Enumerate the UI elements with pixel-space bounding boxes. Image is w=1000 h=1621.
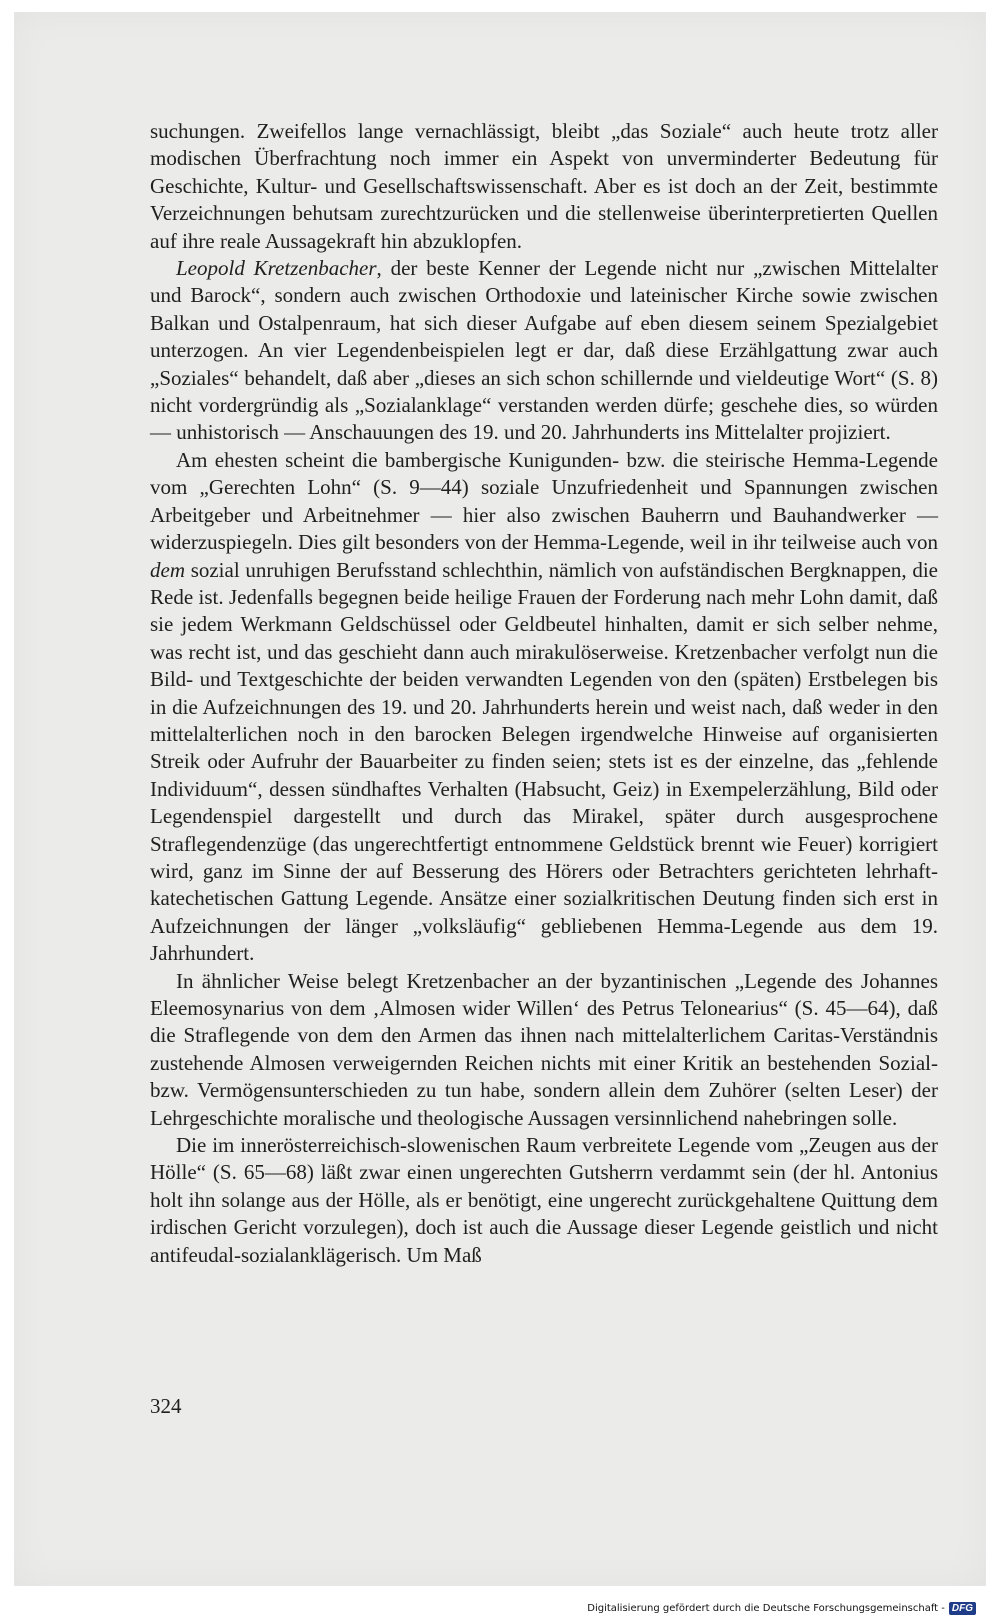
text-run: sozial unruhigen Berufsstand schlechthin, nämlich von aufständischen Bergknappen, die Rede ist. Jedenfalls begegnen beide heilige Frauen der Forderung nach mehr Lohn damit, daß sie jedem Werkmann Geldschüssel oder Geldbeutel hinhalten, damit er sich selber nehme, was recht ist, und das geschieht dann auch mirakulöserweise. Kretzenbacher verfolgt nun die Bild- und Textgeschichte der beiden verwandten Legenden von den (späten) Erstbelegen bis in die Aufzeichnungen des 19. und 20. Jahrhunderts herein und weist nach, daß weder in den mittelalterlichen noch in den barocken Belegen irgendwelche Hinweise auf organisierten Streik oder Aufruhr der Bauarbeiter zu finden seien; stets ist es der einzelne, das „fehlende Individuum“, dessen sündhaftes Verhalten (Habsucht, Geiz) in Exempelerzählung, Bild oder Legendenspiel dargestellt und durch das Mirakel, später durch ausgesprochene Straflegendenzüge (das ungerechtfertigt entnommene Geldstück brennt wie Feuer) korrigiert wird, ganz im Sinne der auf Besserung des Hörers oder Betrachters gerichteten lehrhaft-katechetischen Gattung Legende. Ansätze einer sozialkritischen Deutung finden sich erst in Aufzeichnungen der länger „volksläufig“ gebliebenen Hemma-Legende aus dem 19. Jahrhundert. xyxy=(150,557,938,966)
digitization-footer xyxy=(587,1602,976,1615)
paragraph xyxy=(150,968,938,1132)
text-run: Die im innerösterreichisch-slowenischen Raum verbreitete Legende vom „Zeugen aus der Hölle“ (S. 65—68) läßt zwar einen ungerechten Gutsherrn verdammt sein (der hl. Antonius holt ihn solange aus der Hölle, als er benötigt, eine ungerecht zurückgehaltene Quittung dem irdischen Gericht vorzulegen), doch ist auch die Aussage dieser Legende geistlich und nicht antifeudal-sozialanklägerisch. Um Maß xyxy=(150,1133,938,1267)
body-text xyxy=(150,118,938,1269)
italic-text: Leopold Kretzenbacher xyxy=(176,256,377,281)
footer-credit: Digitalisierung gefördert durch die Deutsche Forschungsgemeinschaft - xyxy=(587,1603,945,1614)
text-run: Am ehesten scheint die bambergische Kunigunden- bzw. die steirische Hemma-Legende vom „Gerechten Lohn“ (S. 9—44) soziale Unzufriedenheit und Spannungen zwischen Arbeitgeber und Arbeitnehmer — hier also zwischen Bauherrn und Bauhandwerker — widerzuspiegeln. Dies gilt besonders von der Hemma-Legende, weil in ihr teilweise auch von xyxy=(150,447,938,555)
paragraph xyxy=(150,447,938,968)
text-run: , der beste Kenner der Legende nicht nur „zwischen Mittelalter und Barock“, sondern auch zwischen Orthodoxie und lateinischer Kirche sowie zwischen Balkan und Ostalpenraum, hat sich dieser Aufgabe auf eben diesem seinem Spezialgebiet unterzogen. An vier Legendenbeispielen legt er dar, daß diese Erzählgattung zwar auch „Soziales“ behandelt, daß aber „dieses an sich schon schillernde und vieldeutige Wort“ (S. 8) nicht vordergründig als „Sozialanklage“ verstanden werden dürfe; geschehe dies, so würden — unhistorisch — Anschauungen des 19. und 20. Jahrhunderts ins Mittelalter projiziert. xyxy=(150,256,938,445)
paragraph xyxy=(150,1132,938,1269)
paragraph xyxy=(150,118,938,255)
italic-text: dem xyxy=(150,557,185,582)
page-number: 324 xyxy=(150,1394,182,1418)
text-run: suchungen. Zweifellos lange vernachlässigt, bleibt „das Soziale“ auch heute trotz aller modischen Überfrachtung noch immer ein Aspekt von unverminderter Bedeutung für Geschichte, Kultur- und Gesellschaftswissenschaft. Aber es ist doch an der Zeit, bestimmte Verzeichnungen behutsam zurechtzurücken und die stellenweise überinterpretierten Quellen auf ihre reale Aussagekraft hin abzuklopfen. xyxy=(150,119,938,253)
dfg-logo: DFG xyxy=(949,1602,976,1615)
text-run: In ähnlicher Weise belegt Kretzenbacher an der byzantinischen „Legende des Johannes Eleemosynarius von dem ‚Almosen wider Willen‘ des Petrus Telonearius“ (S. 45—64), daß die Straflegende von dem den Armen das ihnen nach mittelalterlichem Caritas-Verständnis zustehende Almosen verweigernden Reichen nichts mit einer Kritik an bestehenden Sozial- bzw. Vermögensunterschieden zu tun habe, sondern allein dem Zuhörer (selten Leser) der Lehrgeschichte moralische und theologische Aussagen versinnlichend nahebringen solle. xyxy=(150,968,938,1130)
paragraph xyxy=(150,255,938,447)
